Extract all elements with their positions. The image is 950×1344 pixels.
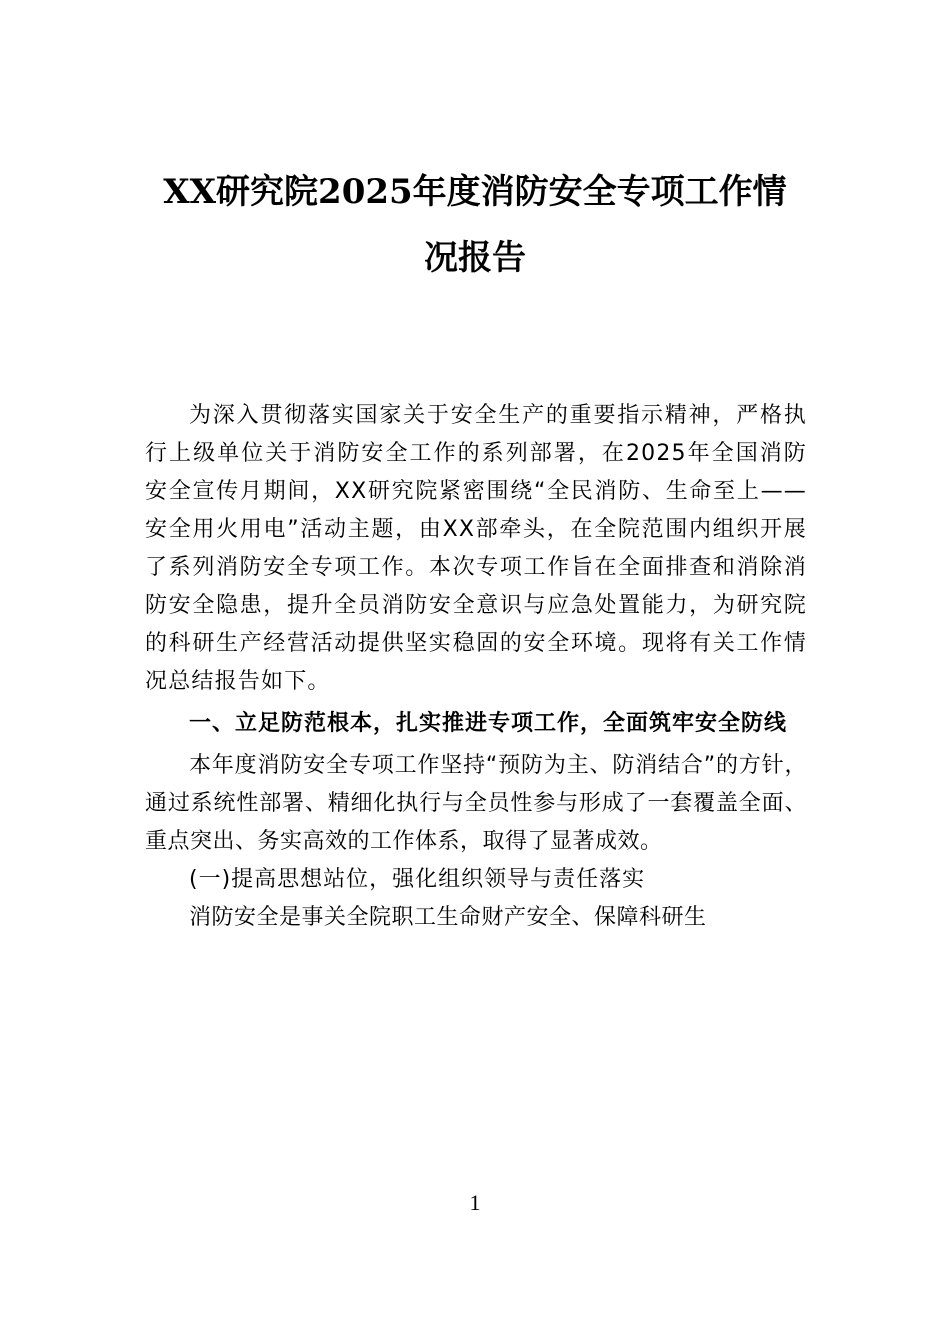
section-1-paragraph: 本年度消防安全专项工作坚持“预防为主、防消结合”的方针，通过系统性部署、精细化执行与全员性参与形成了一套覆盖全面、重点突出、务实高效的工作体系，取得了显著成效。 (145, 753, 807, 854)
intro-paragraph: 为深入贯彻落实国家关于安全生产的重要指示精神，严格执行上级单位关于消防安全工作的系列部署，在2025年全国消防安全宣传月期间，XX研究院紧密围绕“全民消防、生命至上——安全用火用电”活动主题，由XX部牵头，在全院范围内组织开展了系列消防安全专项工作。本次专项工作旨在全面排查和消除消防安全隐患，提升全员消防安全意识与应急处置能力，为研究院的科研生产经营活动提供坚实稳固的安全环境。现将有关工作情况总结报告如下。 (145, 403, 807, 694)
page-number: 1 (469, 1190, 481, 1215)
subsection-heading-1: (一)提高思想站位，强化组织领导与责任落实 (189, 867, 646, 892)
title-line-1: XX研究院2025年度消防安全专项工作情 (163, 172, 787, 212)
title-line-2: 况报告 (424, 238, 526, 278)
subsection-1-paragraph: 消防安全是事关全院职工生命财产安全、保障科研生 (189, 905, 707, 930)
document-body (145, 397, 807, 937)
document-title (145, 170, 805, 280)
section-heading-1: 一、立足防范根本，扎实推进专项工作，全面筑牢安全防线 (189, 711, 788, 736)
